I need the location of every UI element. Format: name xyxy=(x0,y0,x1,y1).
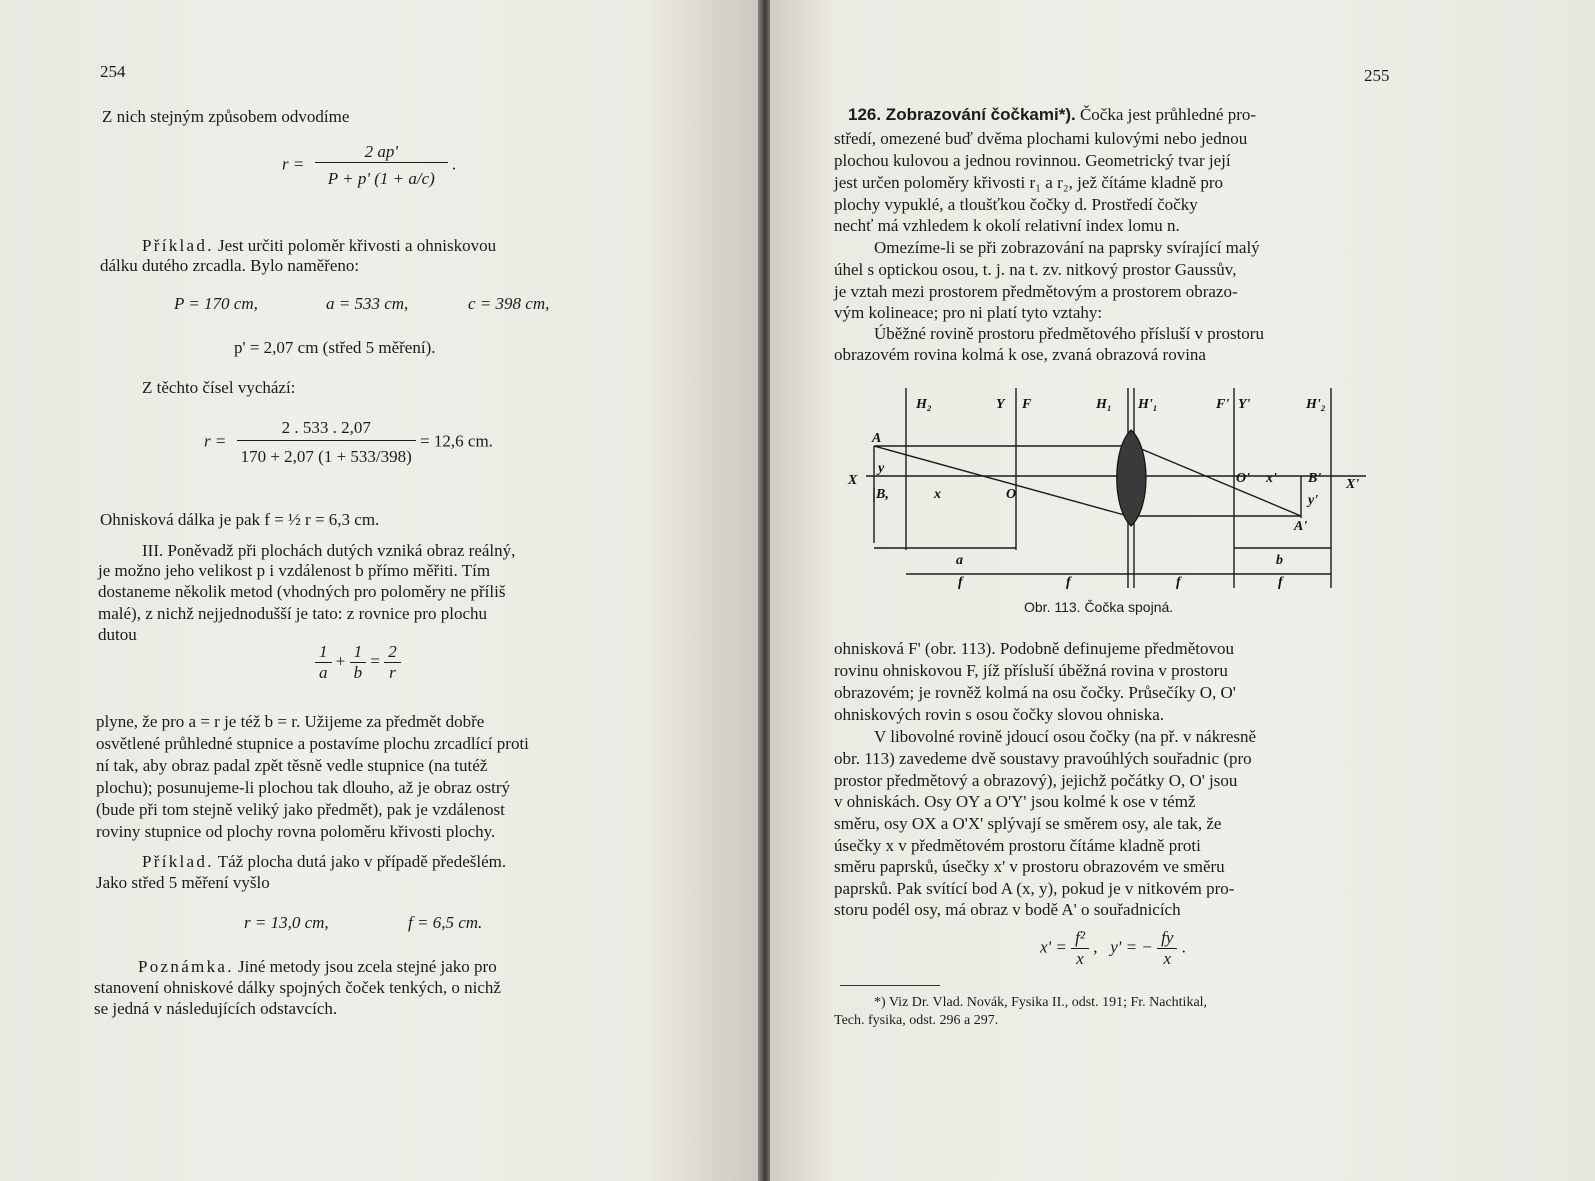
section3-line1: III. Poněvadž při plochách dutých vzniká obraz reálný, xyxy=(142,541,516,560)
para4-line2: rovinu ohniskovou F, jíž přísluší úběžná rovina v prostoru xyxy=(834,661,1228,680)
image-coordinates-formula: x' = $\frac{\text{f²}}{x}$ , y' = − $\frac{fy}{x}$ . xyxy=(1040,928,1186,968)
label-y-prime: Y' xyxy=(1238,397,1251,412)
formula-r: r = $\frac{2 ap'}{P + p' (1 + a/c)}$ . xyxy=(282,142,457,188)
focal-result: Ohnisková dálka je pak f = ½ r = 6,3 cm. xyxy=(100,510,380,529)
label-o-prime: O' xyxy=(1236,471,1250,486)
footnote-line1: *) Viz Dr. Vlad. Novák, Fysika II., odst. 191; Fr. Nachtikal, xyxy=(874,995,1208,1010)
para1-line1: 126. Zobrazování čočkami*). Čočka jest průhledné pro- xyxy=(848,105,1257,124)
para4-line4: ohniskových rovin s osou čočky slovou ohniska. xyxy=(834,705,1165,724)
label-y-small: y xyxy=(878,461,885,476)
para1-line6: nechť má vzhledem k okolí relativní index lomu n. xyxy=(834,216,1180,235)
ray-through-focus xyxy=(874,446,1128,516)
from-numbers-text: Z těchto čísel vychází: xyxy=(142,378,296,397)
para2-line4: vým kolineace; pro ni platí tyto vztahy: xyxy=(834,303,1103,322)
page-number: 255 xyxy=(1364,66,1390,85)
label-a-prime: A' xyxy=(1294,519,1308,534)
measurement-a: a = 533 cm, xyxy=(326,294,409,313)
footnote-rule xyxy=(840,985,940,986)
result-r: r = 13,0 cm, xyxy=(244,913,329,932)
example1-line1: Příklad. Jest určiti poloměr křivosti a ohniskovou xyxy=(142,236,497,255)
figure-caption: Obr. 113. Čočka spojná. xyxy=(1024,599,1174,615)
para1-line4: jest určen poloměry křivosti r₁ a r₂, jež čítáme kladně pro xyxy=(834,173,1224,192)
section3-line3: dostaneme několik metod (vhodných pro poloměry ne příliš xyxy=(98,582,506,601)
para1-line5: plochy vypuklé, a tloušťkou čočky d. Prostředí čočky xyxy=(834,195,1198,214)
lens-diagram xyxy=(846,388,1386,598)
label-x-axis: X xyxy=(848,473,858,488)
label-h2-prime: H'₂ xyxy=(1306,397,1326,412)
label-h1: H₁ xyxy=(1096,397,1112,412)
measurement-p-prime: p' = 2,07 cm (střed 5 měření). xyxy=(234,338,436,357)
intro-text: Z nich stejným způsobem odvodíme xyxy=(102,107,350,126)
dim-f4: f xyxy=(1278,575,1283,590)
para5-line9: storu podél osy, má obraz v bodě A' o souřadnicích xyxy=(834,900,1181,919)
para5-line6: úsečky x v předmětovém prostoru čítáme kladně proti xyxy=(834,836,1201,855)
para4-line1: ohnisková F' (obr. 113). Podobně definujeme předmětovou xyxy=(834,639,1234,658)
label-b-prime: B' xyxy=(1308,471,1322,486)
para5-line3: prostor předmětový a obrazový), jejichž počátky O, O' jsou xyxy=(834,771,1238,790)
section3-line4: malé), z nichž nejjednodušší je tato: z rovnice pro plochu xyxy=(98,604,487,623)
para5-line2: obr. 113) zavedeme dvě soustavy pravoúhlých souřadnic (pro xyxy=(834,749,1252,768)
note-line1: Poznámka. Jiné metody jsou zcela stejné jako pro xyxy=(138,957,497,976)
para4-line3: obrazovém; je rovněž kolmá na osu čočky. Průsečíky O, O' xyxy=(834,683,1236,702)
para2-line2: úhel s optickou osou, t. j. na t. zv. nitkový prostor Gaussův, xyxy=(834,260,1237,279)
para3-line2: obrazovém rovina kolmá k ose, zvaná obrazová rovina xyxy=(834,345,1206,364)
section3-line5: dutou xyxy=(98,625,137,644)
dim-a: a xyxy=(956,553,963,568)
mirror-equation: $\frac{1}{a}$ + $\frac{1}{b}$ = $\frac{2}{r}$ xyxy=(315,642,401,683)
para2-line3: je vztah mezi prostorem předmětovým a prostorem obrazo- xyxy=(834,282,1238,301)
section3-line2: je možno jeho velikost p i vzdálenost b přímo měřiti. Tím xyxy=(98,561,491,580)
label-b: B, xyxy=(876,487,889,502)
note-line3: se jedná v následujících odstavcích. xyxy=(94,999,338,1018)
label-f: F xyxy=(1022,397,1032,412)
example1-line2: dálku dutého zrcadla. Bylo naměřeno: xyxy=(100,256,360,275)
label-o: O xyxy=(1006,487,1017,502)
label-f-prime: F' xyxy=(1216,397,1230,412)
dim-f1: f xyxy=(958,575,963,590)
para3-line1: Úběžné rovině prostoru předmětového přísluší v prostoru xyxy=(874,324,1264,343)
example2-line2: Jako střed 5 měření vyšlo xyxy=(96,873,270,892)
note-line2: stanovení ohniskové dálky spojných čoček tenkých, o nichž xyxy=(94,978,501,997)
lens-shape xyxy=(1117,430,1146,526)
section-heading: 126. Zobrazování čočkami*). xyxy=(848,105,1076,124)
para5-line7: směru paprsků, úsečky x' v prostoru obrazovém ve směru xyxy=(834,857,1225,876)
para5-line4: v ohniskách. Osy OY a O'Y' jsou kolmé k ose v témž xyxy=(834,792,1196,811)
para5-line5: směru, osy OX a O'X' splývají se směrem osy, ale tak, že xyxy=(834,814,1222,833)
right-page xyxy=(770,0,1595,1181)
para2-line1: Omezíme-li se při zobrazování na paprsky svírající malý xyxy=(874,238,1260,257)
footnote-line2: Tech. fysika, odst. 296 a 297. xyxy=(834,1013,999,1028)
measurement-p: P = 170 cm, xyxy=(174,294,258,313)
para2-line4: plochu); posunujeme-li plochou tak dlouho, až je obraz ostrý xyxy=(96,778,511,797)
para5-line8: paprsků. Pak svítící bod A (x, y), pokud je v nitkovém pro- xyxy=(834,879,1235,898)
result-f: f = 6,5 cm. xyxy=(408,913,483,932)
label-h2: H₂ xyxy=(916,397,932,412)
formula-r-numeric: r = $\frac{2 . 533 . 2,07}{170 + 2,07 (1 + 533/398)}$ = 12,6 cm. xyxy=(204,418,493,466)
label-a: A xyxy=(872,431,882,446)
label-x-prime-small: x' xyxy=(1266,471,1277,486)
label-y-prime-small: y' xyxy=(1308,493,1319,508)
para2-line1: plyne, že pro a = r je též b = r. Užijeme za předmět dobře xyxy=(96,712,485,731)
para5-line1: V libovolné rovině jdoucí osou čočky (na př. v nákresně xyxy=(874,727,1257,746)
example2-line1: Příklad. Táž plocha dutá jako v případě předešlém. xyxy=(142,852,507,871)
dim-f3: f xyxy=(1176,575,1181,590)
para1-line2: středí, omezené buď dvěma plochami kulovými nebo jednou xyxy=(834,129,1248,148)
page-number: 254 xyxy=(100,62,126,81)
dim-b: b xyxy=(1276,553,1283,568)
para2-line3: ní tak, aby obraz padal zpět těsně vedle stupnice (na tutéž xyxy=(96,756,488,775)
para2-line2: osvětlené průhledné stupnice a postavíme plochu zrcadlící proti xyxy=(96,734,529,753)
para2-line5: (bude při tom stejně veliký jako předmět), pak je vzdálenost xyxy=(96,800,505,819)
left-page xyxy=(0,0,760,1181)
label-x-small: x xyxy=(934,487,941,502)
para1-line3: plochou kulovou a jednou rovinnou. Geometrický tvar její xyxy=(834,151,1231,170)
label-y: Y xyxy=(996,397,1005,412)
measurement-c: c = 398 cm, xyxy=(468,294,550,313)
dim-f2: f xyxy=(1066,575,1071,590)
label-x-prime-axis: X' xyxy=(1346,477,1360,492)
label-h1-prime: H'₁ xyxy=(1138,397,1158,412)
para2-line6: roviny stupnice od plochy rovna poloměru křivosti plochy. xyxy=(96,822,496,841)
